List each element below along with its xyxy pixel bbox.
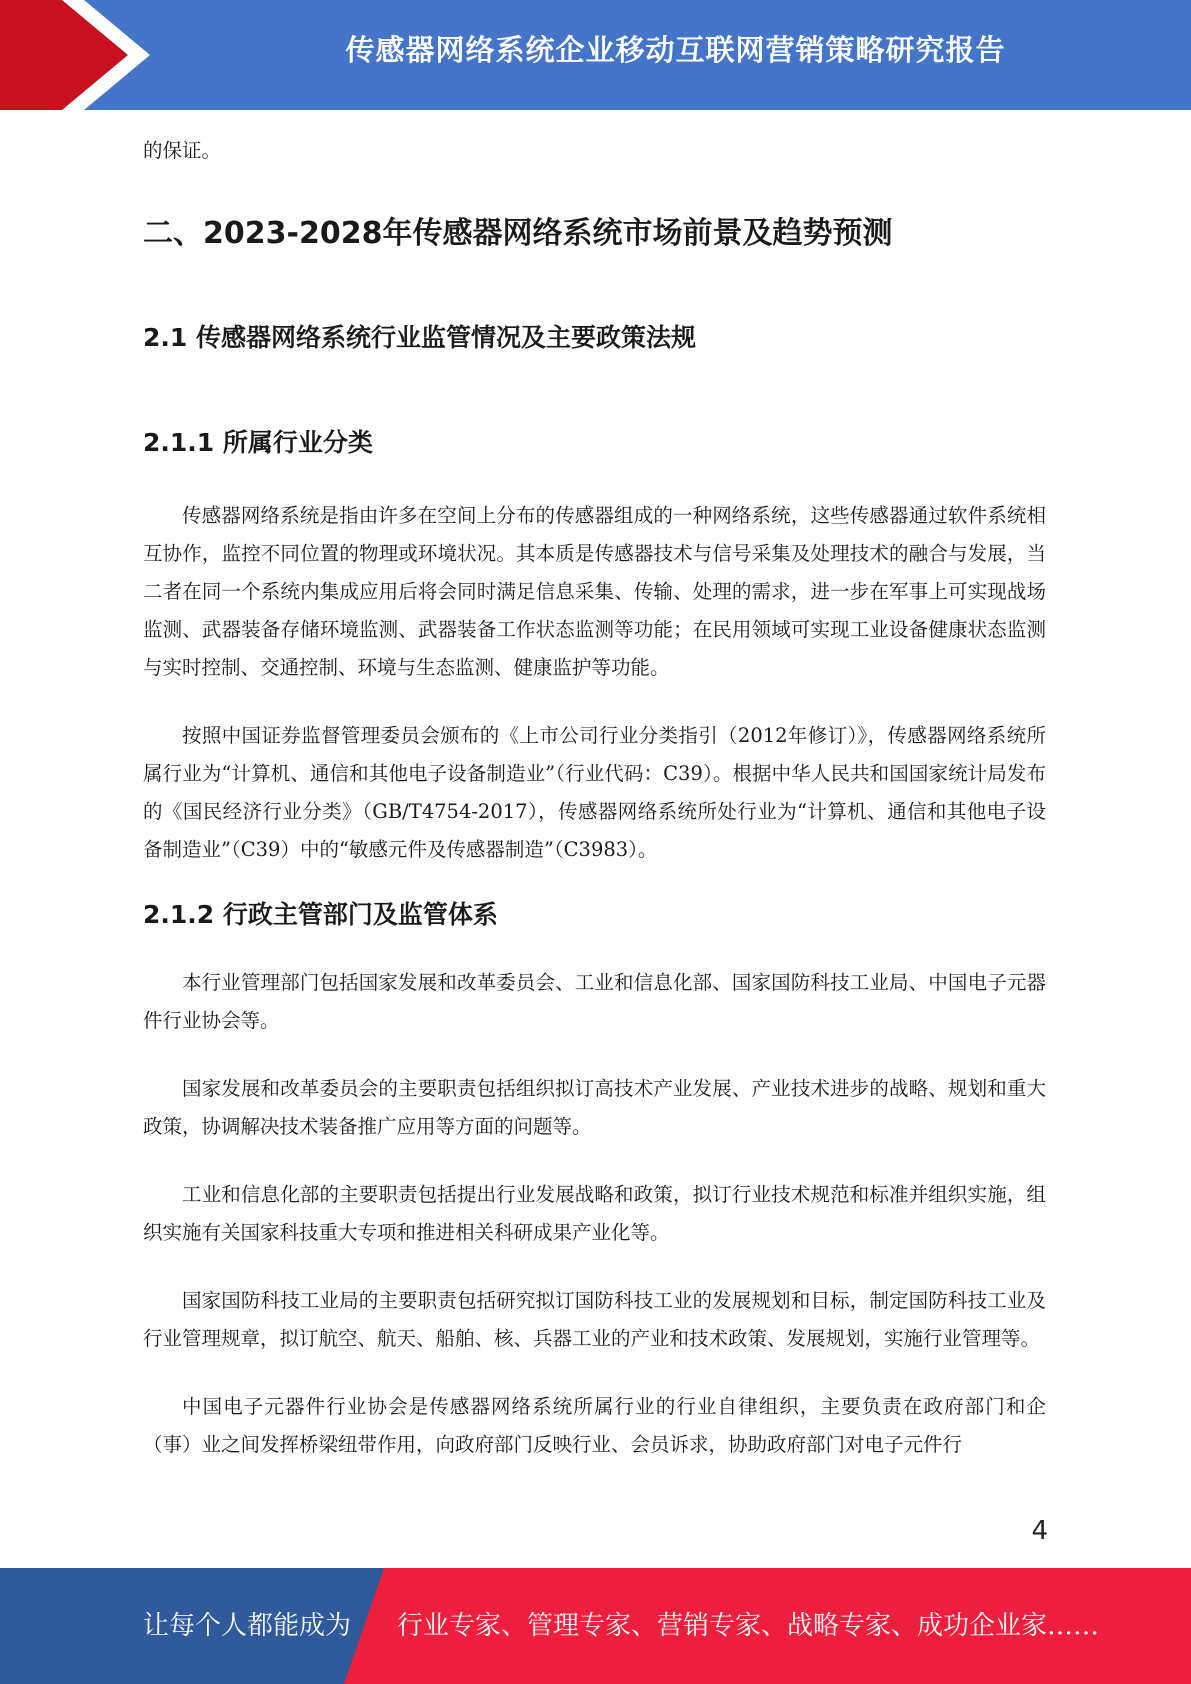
paragraph: 国家发展和改革委员会的主要职责包括组织拟订高技术产业发展、产业技术进步的战略、规划和重大政策，协调解决技术装备推广应用等方面的问题等。 bbox=[143, 1077, 1046, 1138]
paragraph: 本行业管理部门包括国家发展和改革委员会、工业和信息化部、国家国防科技工业局、中国电子元器件行业协会等。 bbox=[143, 971, 1046, 1032]
paragraph: 国家国防科技工业局的主要职责包括研究拟订国防科技工业的发展规划和目标，制定国防科技工业及行业管理规章，拟订航空、航天、船舶、核、兵器工业的产业和技术政策、发展规划，实施行业管理等。 bbox=[143, 1289, 1046, 1350]
header-arrow-decoration bbox=[0, 0, 160, 110]
carryover-text: 的保证。 bbox=[143, 139, 222, 162]
paragraph: 传感器网络系统是指由许多在空间上分布的传感器组成的一种网络系统，这些传感器通过软件系统相互协作，监控不同位置的物理或环境状况。其本质是传感器技术与信号采集及处理技术的融合与发展，当二者在同一个系统内集成应用后将会同时满足信息采集、传输、处理的需求，进一步在军事上可实现战场监测、武器装备存储环境监测、武器装备工作状态监测等功能；在民用领域可实现工业设备健康状态监测与实时控制、交通控制、环境与生态监测、健康监护等功能。 bbox=[143, 504, 1046, 679]
subsection-heading-2-1-2: 2.1.2 行政主管部门及监管体系 bbox=[143, 900, 498, 929]
section-heading-2-1: 2.1 传感器网络系统行业监管情况及主要政策法规 bbox=[143, 323, 696, 352]
footer-slogan-right: 行业专家、管理专家、营销专家、战略专家、成功企业家…… bbox=[397, 1611, 1100, 1641]
footer-slogan-left: 让每个人都能成为 bbox=[143, 1611, 352, 1641]
paragraph: 工业和信息化部的主要职责包括提出行业发展战略和政策，拟订行业技术规范和标准并组织实施，组织实施有关国家科技重大专项和推进相关科研成果产业化等。 bbox=[143, 1183, 1046, 1244]
document-body bbox=[143, 132, 1046, 1464]
page-header bbox=[0, 0, 1191, 110]
page-footer bbox=[0, 1568, 1191, 1684]
chapter-heading: 二、2023-2028年传感器网络系统市场前景及趋势预测 bbox=[143, 216, 893, 251]
page-number: 4 bbox=[1031, 1516, 1048, 1546]
header-title: 传感器网络系统企业移动互联网营销策略研究报告 bbox=[345, 33, 1006, 67]
paragraph: 中国电子元器件行业协会是传感器网络系统所属行业的行业自律组织，主要负责在政府部门和企（事）业之间发挥桥梁纽带作用，向政府部门反映行业、会员诉求，协助政府部门对电子元件行 bbox=[143, 1395, 1046, 1456]
subsection-heading-2-1-1: 2.1.1 所属行业分类 bbox=[143, 428, 373, 457]
paragraph: 按照中国证券监督管理委员会颁布的《上市公司行业分类指引（2012年修订）》，传感器网络系统所属行业为“计算机、通信和其他电子设备制造业”（行业代码：C39）。根据中华人民共和国国家统计局发布的《国民经济行业分类》（GB/T4754-2017），传感器网络系统所处行业为“计算机、通信和其他电子设备制造业”（C39）中的“敏感元件及传感器制造”（C3983）。 bbox=[143, 724, 1046, 861]
